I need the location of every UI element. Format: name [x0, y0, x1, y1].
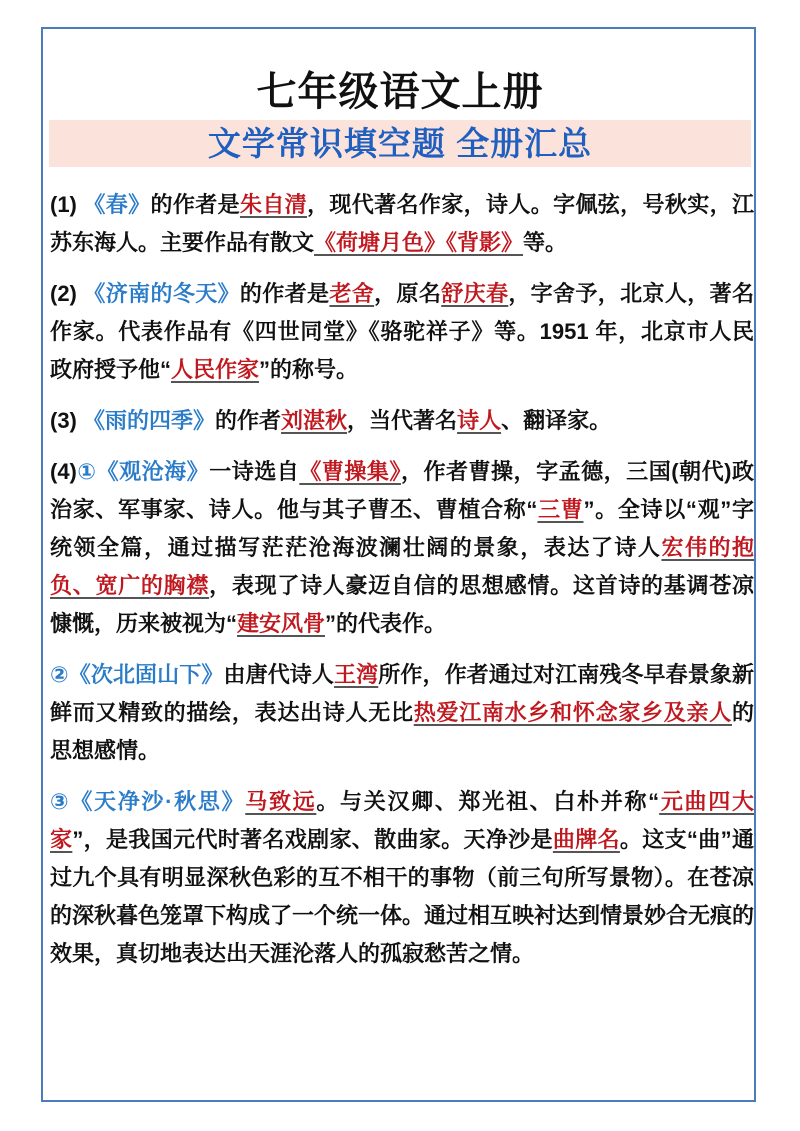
- answer-blank: 建安风骨: [237, 611, 326, 636]
- body-text: ”的称号。: [259, 357, 359, 382]
- body-text: ”。全诗以“观”字统领全篇，通过描写茫茫沧海波澜壮阔的景象，表达了诗人: [50, 497, 754, 560]
- answer-blank: 诗人: [457, 408, 502, 433]
- body-text: ，当代著名: [347, 408, 458, 433]
- body-text: 。这支“曲”通过九个具有明显深秋色彩的互不相干的事物（前三句所写景物）。在苍凉的深秋暮色笼罩下构成了一个统一体。通过相互映衬达到情景妙合无痕的效果，真切地表达出天涯沦落人的孤寂愁苦之情。: [50, 827, 755, 966]
- body-text: ，表现了诗人豪迈自信的思想感情。这首诗的基调苍凉慷慨，历来被视为“: [50, 573, 754, 636]
- body-text: 由唐代诗人: [223, 662, 335, 687]
- work-title: 《雨的四季》: [83, 408, 216, 433]
- answer-blank: 舒庆春: [441, 281, 509, 306]
- body-text: 、翻译家。: [501, 408, 612, 433]
- paragraph-5: [50, 656, 754, 770]
- body-text: (3): [50, 408, 83, 433]
- paragraph-4: [50, 453, 754, 643]
- work-title: 《济南的冬天》: [83, 281, 240, 306]
- answer-blank: 老舍: [329, 281, 375, 306]
- paragraph-1: [50, 186, 754, 262]
- body-text: ”，是我国元代时著名戏剧家、散曲家。天净沙是: [72, 827, 553, 852]
- body-text: 所作，作者通过对江南残冬早春景象新鲜而又精致的描绘，表达出诗人无比: [50, 662, 754, 725]
- answer-blank: 三曹: [537, 497, 584, 522]
- body-text: ，现代著名作家，诗人。字佩弦，号秋实，江苏东海人。主要作品有散文: [50, 192, 754, 255]
- body-text: ”的代表作。: [325, 611, 447, 636]
- body-text: (1): [50, 192, 84, 217]
- body-text: ，作者曹操，字孟德，三国(朝代)政治家、军事家、诗人。他与其子曹丕、曹植合称“: [50, 459, 754, 522]
- answer-blank: 朱自清: [239, 192, 308, 217]
- answer-blank: 宏伟的抱负、宽广的胸襟: [50, 535, 754, 598]
- answer-blank: 《曹操集》: [299, 459, 401, 484]
- body-text: 。与关汉卿、郑光祖、白朴并称“: [316, 789, 660, 814]
- body-text: 一诗选自: [209, 459, 300, 484]
- paragraph-3: [50, 402, 754, 440]
- answer-blank: 曲牌名: [552, 827, 620, 852]
- body-text: 的作者是: [150, 192, 240, 217]
- body-text: 等。: [523, 230, 568, 255]
- work-title: 《春》: [83, 192, 151, 217]
- work-title: ③《天净沙·秋思》: [50, 789, 246, 814]
- body-text: 的思想感情。: [50, 700, 754, 763]
- answer-blank: 人民作家: [171, 357, 260, 382]
- paragraph-6: [50, 783, 754, 973]
- answer-blank: 《荷塘月色》《背影》: [314, 230, 524, 255]
- answer-blank: 刘湛秋: [281, 408, 348, 433]
- answer-blank: 热爱江南水乡和怀念家乡及亲人: [413, 700, 732, 725]
- work-title: ②《次北固山下》: [50, 662, 224, 687]
- paragraph-2: [50, 275, 754, 389]
- body-text: ，原名: [374, 281, 442, 306]
- body-text: 的作者是: [239, 281, 330, 306]
- body-text: ，字舍予，北京人，著名作家。代表作品有《四世同堂》《骆驼祥子》等。1951 年，北京市人民政府授予他“: [50, 281, 754, 382]
- page-title: 七年级语文上册: [256, 70, 544, 114]
- answer-blank: 王湾: [334, 662, 379, 687]
- document-body: [50, 186, 754, 986]
- answer-blank: 元曲四大家: [50, 789, 754, 852]
- page-subtitle: 文学常识填空题 全册汇总: [49, 120, 751, 167]
- body-text: (2): [50, 281, 84, 306]
- body-text: (4): [50, 459, 77, 484]
- answer-blank: 马致远: [245, 789, 317, 814]
- body-text: 的作者: [215, 408, 282, 433]
- work-title: ①《观沧海》: [76, 459, 210, 484]
